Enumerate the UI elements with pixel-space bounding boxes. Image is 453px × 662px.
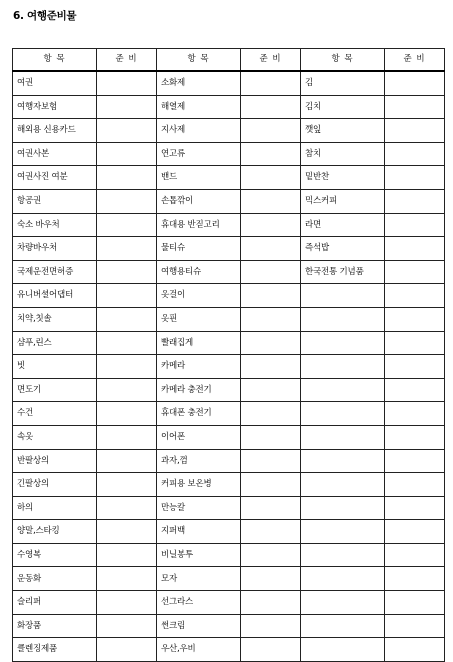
item-cell: 모자 [157, 567, 241, 591]
item-cell: 비닐봉투 [157, 543, 241, 567]
table-row [13, 307, 445, 331]
item-cell: 샴푸,린스 [13, 331, 97, 355]
item-cell: 속옷 [13, 425, 97, 449]
prep-check-cell[interactable] [385, 543, 445, 567]
table-row [13, 496, 445, 520]
item-cell: 양말,스타킹 [13, 520, 97, 544]
item-cell: 즉석밥 [301, 237, 385, 261]
prep-check-cell[interactable] [241, 119, 301, 143]
prep-check-cell[interactable] [241, 520, 301, 544]
prep-check-cell[interactable] [97, 213, 157, 237]
item-cell: 치약,칫솔 [13, 307, 97, 331]
item-cell: 해외용 신용카드 [13, 119, 97, 143]
item-cell: 김 [301, 71, 385, 95]
item-cell [301, 591, 385, 615]
prep-check-cell[interactable] [97, 95, 157, 119]
header-prep: 준 비 [385, 49, 445, 72]
checklist-body [13, 71, 445, 661]
item-cell [301, 331, 385, 355]
item-cell: 항공권 [13, 189, 97, 213]
prep-check-cell[interactable] [385, 614, 445, 638]
prep-check-cell[interactable] [241, 496, 301, 520]
prep-check-cell[interactable] [97, 166, 157, 190]
prep-check-cell[interactable] [97, 119, 157, 143]
prep-check-cell[interactable] [241, 378, 301, 402]
table-row [13, 142, 445, 166]
prep-check-cell[interactable] [241, 567, 301, 591]
item-cell: 유니버셜어댑터 [13, 284, 97, 308]
prep-check-cell[interactable] [241, 591, 301, 615]
prep-check-cell[interactable] [241, 213, 301, 237]
prep-check-cell[interactable] [241, 614, 301, 638]
table-row [13, 237, 445, 261]
item-cell: 깻잎 [301, 119, 385, 143]
item-cell: 물티슈 [157, 237, 241, 261]
prep-check-cell[interactable] [385, 425, 445, 449]
item-cell: 빗 [13, 355, 97, 379]
prep-check-cell[interactable] [97, 614, 157, 638]
header-item: 항 목 [157, 49, 241, 72]
item-cell: 옷핀 [157, 307, 241, 331]
item-cell: 면도기 [13, 378, 97, 402]
item-cell: 김치 [301, 95, 385, 119]
item-cell: 여권사진 여분 [13, 166, 97, 190]
header-item: 항 목 [301, 49, 385, 72]
packing-checklist-table [12, 48, 445, 662]
prep-check-cell[interactable] [385, 189, 445, 213]
table-row [13, 473, 445, 497]
item-cell [301, 520, 385, 544]
item-cell: 라면 [301, 213, 385, 237]
table-row [13, 260, 445, 284]
prep-check-cell[interactable] [385, 213, 445, 237]
item-cell: 여행자보험 [13, 95, 97, 119]
prep-check-cell[interactable] [241, 166, 301, 190]
prep-check-cell[interactable] [97, 425, 157, 449]
item-cell [301, 355, 385, 379]
prep-check-cell[interactable] [385, 237, 445, 261]
item-cell [301, 567, 385, 591]
prep-check-cell[interactable] [385, 284, 445, 308]
table-row [13, 520, 445, 544]
prep-check-cell[interactable] [385, 449, 445, 473]
prep-check-cell[interactable] [385, 307, 445, 331]
item-cell [301, 638, 385, 662]
item-cell: 여권사본 [13, 142, 97, 166]
item-cell: 해열제 [157, 95, 241, 119]
prep-check-cell[interactable] [385, 591, 445, 615]
item-cell: 여행용티슈 [157, 260, 241, 284]
item-cell: 운동화 [13, 567, 97, 591]
table-row [13, 591, 445, 615]
prep-check-cell[interactable] [385, 119, 445, 143]
prep-check-cell[interactable] [385, 355, 445, 379]
item-cell: 슬리퍼 [13, 591, 97, 615]
prep-check-cell[interactable] [385, 567, 445, 591]
table-row [13, 71, 445, 95]
table-row [13, 614, 445, 638]
item-cell [301, 543, 385, 567]
prep-check-cell[interactable] [241, 331, 301, 355]
prep-check-cell[interactable] [97, 567, 157, 591]
prep-check-cell[interactable] [241, 543, 301, 567]
item-cell: 밑반찬 [301, 166, 385, 190]
prep-check-cell[interactable] [241, 425, 301, 449]
table-row [13, 449, 445, 473]
item-cell: 카메라 [157, 355, 241, 379]
prep-check-cell[interactable] [385, 473, 445, 497]
page-title: 6. 여행준비물 [13, 10, 77, 22]
item-cell: 옷걸이 [157, 284, 241, 308]
item-cell: 이어폰 [157, 425, 241, 449]
prep-check-cell[interactable] [385, 520, 445, 544]
item-cell [301, 496, 385, 520]
table-row [13, 189, 445, 213]
item-cell: 긴팔상의 [13, 473, 97, 497]
item-cell: 여권 [13, 71, 97, 95]
prep-check-cell[interactable] [97, 520, 157, 544]
item-cell: 빨래집게 [157, 331, 241, 355]
header-prep: 준 비 [97, 49, 157, 72]
item-cell: 숙소 바우처 [13, 213, 97, 237]
prep-check-cell[interactable] [385, 331, 445, 355]
prep-check-cell[interactable] [241, 284, 301, 308]
item-cell: 썬크림 [157, 614, 241, 638]
prep-check-cell[interactable] [241, 355, 301, 379]
prep-check-cell[interactable] [241, 189, 301, 213]
header-prep: 준 비 [241, 49, 301, 72]
item-cell: 만능칼 [157, 496, 241, 520]
prep-check-cell[interactable] [241, 237, 301, 261]
item-cell: 국제운전면허증 [13, 260, 97, 284]
table-row [13, 119, 445, 143]
item-cell: 선그라스 [157, 591, 241, 615]
prep-check-cell[interactable] [385, 142, 445, 166]
prep-check-cell[interactable] [241, 307, 301, 331]
item-cell: 휴대폰 충전기 [157, 402, 241, 426]
prep-check-cell[interactable] [97, 638, 157, 662]
prep-check-cell[interactable] [385, 95, 445, 119]
item-cell: 하의 [13, 496, 97, 520]
item-cell [301, 378, 385, 402]
table-row [13, 378, 445, 402]
item-cell: 커피용 보온병 [157, 473, 241, 497]
prep-check-cell[interactable] [97, 260, 157, 284]
item-cell: 우산,우비 [157, 638, 241, 662]
prep-check-cell[interactable] [385, 638, 445, 662]
prep-check-cell[interactable] [241, 473, 301, 497]
prep-check-cell[interactable] [385, 496, 445, 520]
header-row [13, 49, 445, 72]
item-cell: 수건 [13, 402, 97, 426]
prep-check-cell[interactable] [97, 355, 157, 379]
prep-check-cell[interactable] [241, 142, 301, 166]
prep-check-cell[interactable] [97, 189, 157, 213]
prep-check-cell[interactable] [241, 638, 301, 662]
item-cell: 밴드 [157, 166, 241, 190]
prep-check-cell[interactable] [97, 402, 157, 426]
prep-check-cell[interactable] [385, 71, 445, 95]
prep-check-cell[interactable] [97, 71, 157, 95]
item-cell [301, 307, 385, 331]
table-row [13, 543, 445, 567]
table-row [13, 402, 445, 426]
prep-check-cell[interactable] [241, 71, 301, 95]
prep-check-cell[interactable] [241, 402, 301, 426]
table-row [13, 638, 445, 662]
item-cell: 지퍼백 [157, 520, 241, 544]
prep-check-cell[interactable] [97, 378, 157, 402]
item-cell: 지사제 [157, 119, 241, 143]
item-cell: 연고류 [157, 142, 241, 166]
item-cell: 소화제 [157, 71, 241, 95]
item-cell: 손톱깎이 [157, 189, 241, 213]
prep-check-cell[interactable] [385, 260, 445, 284]
prep-check-cell[interactable] [97, 543, 157, 567]
item-cell: 차량바우처 [13, 237, 97, 261]
prep-check-cell[interactable] [97, 591, 157, 615]
table-row [13, 425, 445, 449]
item-cell: 클렌징제품 [13, 638, 97, 662]
prep-check-cell[interactable] [97, 331, 157, 355]
table-row [13, 355, 445, 379]
item-cell [301, 425, 385, 449]
item-cell [301, 473, 385, 497]
item-cell: 수영복 [13, 543, 97, 567]
item-cell [301, 449, 385, 473]
prep-check-cell[interactable] [385, 166, 445, 190]
header-item: 항 목 [13, 49, 97, 72]
item-cell [301, 614, 385, 638]
item-cell: 휴대용 반짇고리 [157, 213, 241, 237]
prep-check-cell[interactable] [385, 402, 445, 426]
table-row [13, 567, 445, 591]
prep-check-cell[interactable] [97, 473, 157, 497]
item-cell: 화장품 [13, 614, 97, 638]
table-row [13, 213, 445, 237]
prep-check-cell[interactable] [97, 284, 157, 308]
prep-check-cell[interactable] [97, 142, 157, 166]
item-cell: 반팔상의 [13, 449, 97, 473]
table-row [13, 331, 445, 355]
prep-check-cell[interactable] [241, 95, 301, 119]
prep-check-cell[interactable] [97, 496, 157, 520]
item-cell: 과자,껌 [157, 449, 241, 473]
prep-check-cell[interactable] [97, 307, 157, 331]
item-cell: 믹스커피 [301, 189, 385, 213]
item-cell [301, 402, 385, 426]
prep-check-cell[interactable] [241, 260, 301, 284]
table-row [13, 284, 445, 308]
table-row [13, 166, 445, 190]
item-cell: 참치 [301, 142, 385, 166]
table-row [13, 95, 445, 119]
prep-check-cell[interactable] [97, 237, 157, 261]
prep-check-cell[interactable] [241, 449, 301, 473]
item-cell [301, 284, 385, 308]
prep-check-cell[interactable] [385, 378, 445, 402]
item-cell: 카메라 충전기 [157, 378, 241, 402]
item-cell: 한국전통 기념품 [301, 260, 385, 284]
prep-check-cell[interactable] [97, 449, 157, 473]
